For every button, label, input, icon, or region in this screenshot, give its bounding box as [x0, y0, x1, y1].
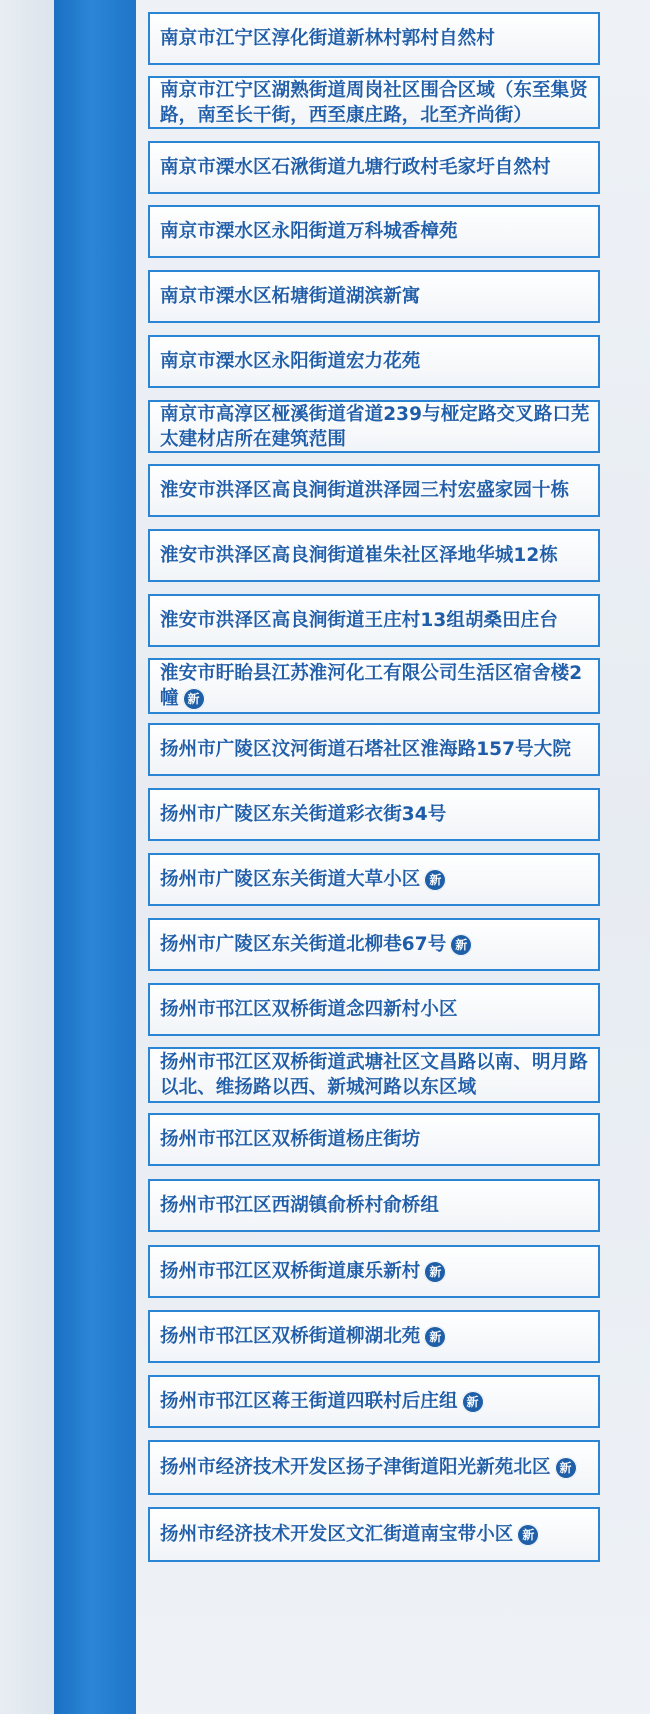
list-item-text [160, 608, 558, 634]
left-margin [0, 0, 54, 1714]
list-item-label: 南京市江宁区淳化街道新林村郭村自然村 [160, 27, 495, 49]
list-item-label: 扬州市邗江区双桥街道康乐新村 [160, 1260, 421, 1282]
list-item [148, 918, 600, 971]
list-item-text [160, 802, 446, 828]
list-item-text [160, 26, 495, 52]
list-item [148, 658, 600, 714]
list-item-label: 南京市溧水区永阳街道万科城香樟苑 [160, 220, 458, 242]
list-item [148, 1375, 600, 1428]
list-item-text [160, 997, 458, 1023]
list-item [148, 335, 600, 388]
list-item-text [160, 1389, 484, 1415]
list-item-label: 扬州市邗江区蒋王街道四联村后庄组 [160, 1390, 458, 1412]
list-item-label: 扬州市经济技术开发区扬子津街道阳光新苑北区 [160, 1456, 551, 1478]
list-item [148, 788, 600, 841]
list-item-text [160, 478, 569, 504]
list-item [148, 1507, 600, 1562]
list-item-label: 南京市溧水区永阳街道宏力花苑 [160, 350, 421, 372]
list-item-label: 淮安市洪泽区高良涧街道洪泽园三村宏盛家园十栋 [160, 479, 570, 501]
list-item-label: 扬州市经济技术开发区文汇街道南宝带小区 [160, 1523, 514, 1545]
list-item-text [160, 78, 590, 128]
list-item-text [160, 1522, 539, 1548]
list-item-label: 淮安市盱眙县江苏淮河化工有限公司生活区宿舍楼2幢 [160, 663, 583, 709]
list-item-label: 扬州市广陵区东关街道彩衣街34号 [160, 803, 447, 825]
list-item-text [160, 349, 420, 375]
list-item [148, 1179, 600, 1232]
list-item-label: 扬州市邗江区西湖镇俞桥村俞桥组 [160, 1194, 440, 1216]
list-item [148, 1047, 600, 1103]
list-item [148, 594, 600, 647]
list-item [148, 983, 600, 1036]
list-item [148, 464, 600, 517]
list-item-text [160, 1193, 439, 1219]
new-badge: 新 [462, 1391, 484, 1413]
list-item-label: 南京市高淳区桠溪街道省道239与桠定路交叉路口芜太建材店所在建筑范围 [160, 403, 590, 450]
list-item-label: 扬州市邗江区双桥街道柳湖北苑 [160, 1325, 421, 1347]
list-item-text [160, 1127, 420, 1153]
list-item-label: 扬州市广陵区东关街道大草小区 [160, 868, 421, 890]
list-item-label: 扬州市广陵区汶河街道石塔社区淮海路157号大院 [160, 738, 571, 760]
list-item-text [160, 284, 420, 310]
list-item [148, 1245, 600, 1298]
list-item [148, 205, 600, 258]
list-item [148, 400, 600, 453]
list-item-label: 南京市溧水区柘塘街道湖滨新寓 [160, 285, 421, 307]
list-item-text [160, 1050, 590, 1100]
new-badge: 新 [555, 1457, 577, 1479]
list-item-label: 南京市江宁区湖熟街道周岗社区围合区域（东至集贤路，南至长干街，西至康庄路，北至齐尚街） [160, 79, 588, 126]
list-item-text [160, 543, 558, 569]
list-item-label: 南京市溧水区石湫街道九塘行政村毛家圩自然村 [160, 156, 551, 178]
list-item [148, 853, 600, 906]
list-item [148, 1310, 600, 1363]
list-item [148, 723, 600, 776]
list-item-label: 扬州市邗江区双桥街道武塘社区文昌路以南、明月路以北、维扬路以西、新城河路以东区域 [160, 1052, 588, 1098]
new-badge: 新 [424, 1261, 446, 1283]
list-item-text [160, 219, 458, 245]
list-item-text [160, 1259, 446, 1285]
list-item [148, 12, 600, 65]
list-item-text [160, 932, 472, 958]
list-item-text [160, 661, 590, 711]
list-item [148, 1113, 600, 1166]
list-item [148, 141, 600, 194]
new-badge: 新 [517, 1524, 539, 1546]
list-item [148, 529, 600, 582]
new-badge: 新 [450, 934, 472, 956]
list-item-label: 淮安市洪泽区高良涧街道王庄村13组胡桑田庄台 [160, 609, 558, 631]
new-badge: 新 [424, 1326, 446, 1348]
list-item-label: 扬州市广陵区东关街道北柳巷67号 [160, 933, 447, 955]
list-item-label: 扬州市邗江区双桥街道念四新村小区 [160, 998, 458, 1020]
list-item-text [160, 1324, 446, 1350]
list-item-text [160, 1455, 577, 1481]
list-item-text [160, 867, 446, 893]
new-badge: 新 [424, 869, 446, 891]
list-item-text [160, 155, 551, 181]
list-item [148, 1440, 600, 1495]
list-item-text [160, 402, 590, 452]
blue-side-bar [54, 0, 136, 1714]
list-item-text [160, 737, 571, 763]
list-item [148, 76, 600, 129]
list-item-label: 扬州市邗江区双桥街道杨庄街坊 [160, 1128, 421, 1150]
list-item-label: 淮安市洪泽区高良涧街道崔朱社区泽地华城12栋 [160, 544, 558, 566]
list-item [148, 270, 600, 323]
new-badge: 新 [183, 688, 205, 710]
